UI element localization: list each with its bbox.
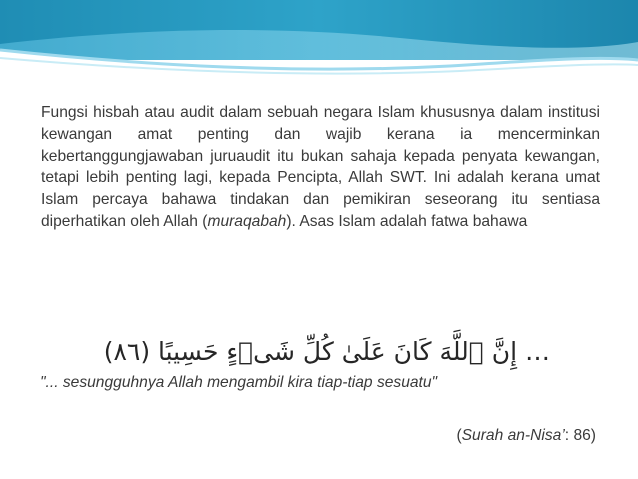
arabic-verse: … إِنَّ ٱللَّهَ كَانَ عَلَىٰ كُلِّ شَىۡءٍ حَسِيبًا (٨٦): [103, 337, 550, 366]
verse-translation: "... sesungguhnya Allah mengambil kira tiap-tiap sesuatu": [40, 374, 438, 391]
paragraph-text-end: ). Asas Islam adalah fatwa bahawa: [286, 212, 528, 230]
body-paragraph: [41, 102, 600, 233]
paragraph-text: Fungsi hisbah atau audit dalam sebuah negara Islam khususnya dalam institusi kewangan amat penting dan wajib kerana ia mencerminkan kebertanggungjawaban juruaudit itu bukan sahaja kepada penyata kewangan, tetapi lebih penting lagi, kepada Pencipta, Allah SWT. Ini adalah kerana umat Islam percaya bahawa tindakan dan pemikiran seseorang itu sentiasa diperhatikan oleh Allah (: [41, 104, 600, 230]
verse-citation: [456, 427, 596, 445]
paragraph-term: muraqabah: [207, 212, 287, 230]
citation-surah: Surah an-Nisa’: [461, 427, 565, 444]
header-banner: [0, 0, 638, 84]
citation-open: (: [456, 427, 462, 444]
citation-verse: : 86): [564, 427, 596, 444]
